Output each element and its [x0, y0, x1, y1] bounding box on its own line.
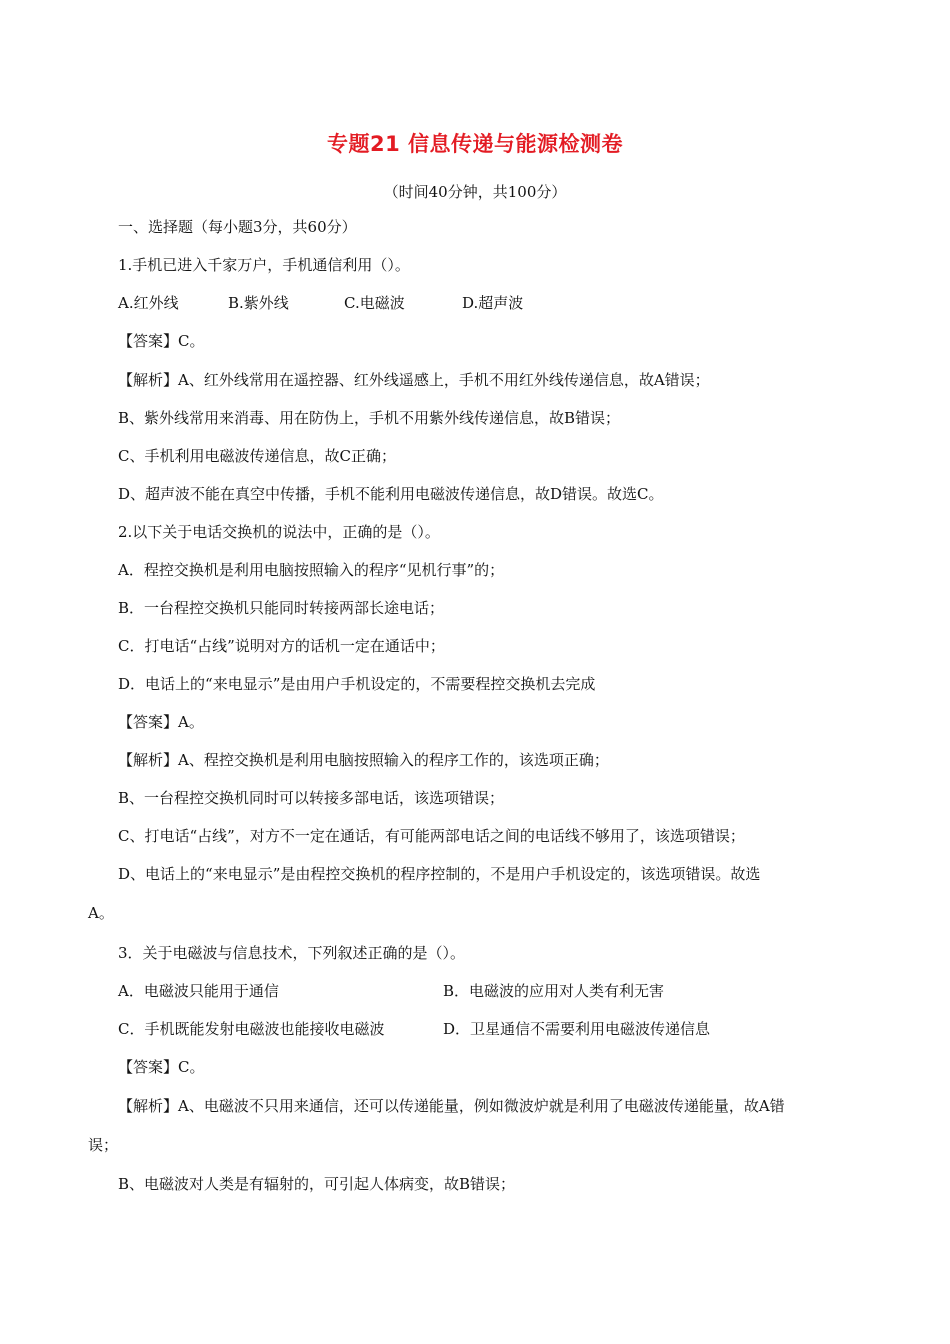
analysis-line: D、电话上的“来电显示”是由程控交换机的程序控制的，不是用户手机设定的，该选项错误。故选 [118, 865, 761, 883]
analysis-line: 【解析】A、电磁波不只用来通信，还可以传递能量，例如微波炉就是利用了电磁波传递能量，故A错 [118, 1097, 785, 1115]
answer: 【答案】A。 [118, 713, 204, 731]
option: D.超声波 [462, 294, 524, 312]
option: A．程控交换机是利用电脑按照输入的程序“见机行事”的； [118, 561, 505, 579]
option: A．电磁波只能用于通信 [118, 982, 279, 1000]
answer: 【答案】C。 [118, 1058, 205, 1076]
section-heading: 一、选择题（每小题3分，共60分） [118, 218, 357, 236]
option: C．打电话“占线”说明对方的话机一定在通话中； [118, 637, 445, 655]
analysis-line: D、超声波不能在真空中传播，手机不能利用电磁波传递信息，故D错误。故选C。 [118, 485, 664, 503]
analysis-line: B、电磁波对人类是有辐射的，可引起人体病变，故B错误； [118, 1175, 516, 1193]
analysis-line: C、手机利用电磁波传递信息，故C正确； [118, 447, 396, 465]
option: B．电磁波的应用对人类有利无害 [443, 982, 665, 1000]
option: C.电磁波 [344, 294, 405, 312]
question-1-stem: 1.手机已进入千家万户，手机通信利用（）。 [118, 256, 410, 274]
page-subtitle: （时间40分钟，共100分） [383, 183, 567, 201]
analysis-line: C、打电话“占线”，对方不一定在通话，有可能两部电话之间的电话线不够用了，该选项错误； [118, 827, 745, 845]
page-title: 专题21 信息传递与能源检测卷 [326, 132, 624, 156]
analysis-line: B、一台程控交换机同时可以转接多部电话，该选项错误； [118, 789, 505, 807]
analysis-line: B、紫外线常用来消毒、用在防伪上，手机不用紫外线传递信息，故B错误； [118, 409, 621, 427]
option: D．卫星通信不需要利用电磁波传递信息 [443, 1020, 711, 1038]
question-2-stem: 2.以下关于电话交换机的说法中，正确的是（）。 [118, 523, 440, 541]
question-3-stem: 3．关于电磁波与信息技术，下列叙述正确的是（）。 [118, 944, 466, 962]
analysis-line: 误； [88, 1136, 119, 1154]
option: A.红外线 [118, 294, 179, 312]
analysis-line: A。 [88, 904, 114, 922]
option: B．一台程控交换机只能同时转接两部长途电话； [118, 599, 445, 617]
analysis-line: 【解析】A、程控交换机是利用电脑按照输入的程序工作的，该选项正确； [118, 751, 609, 769]
option: B.紫外线 [228, 294, 289, 312]
answer: 【答案】C。 [118, 332, 205, 350]
analysis-line: 【解析】A、红外线常用在遥控器、红外线遥感上，手机不用红外线传递信息，故A错误； [118, 371, 710, 389]
option: D．电话上的“来电显示”是由用户手机设定的，不需要程控交换机去完成 [118, 675, 596, 693]
option: C．手机既能发射电磁波也能接收电磁波 [118, 1020, 385, 1038]
